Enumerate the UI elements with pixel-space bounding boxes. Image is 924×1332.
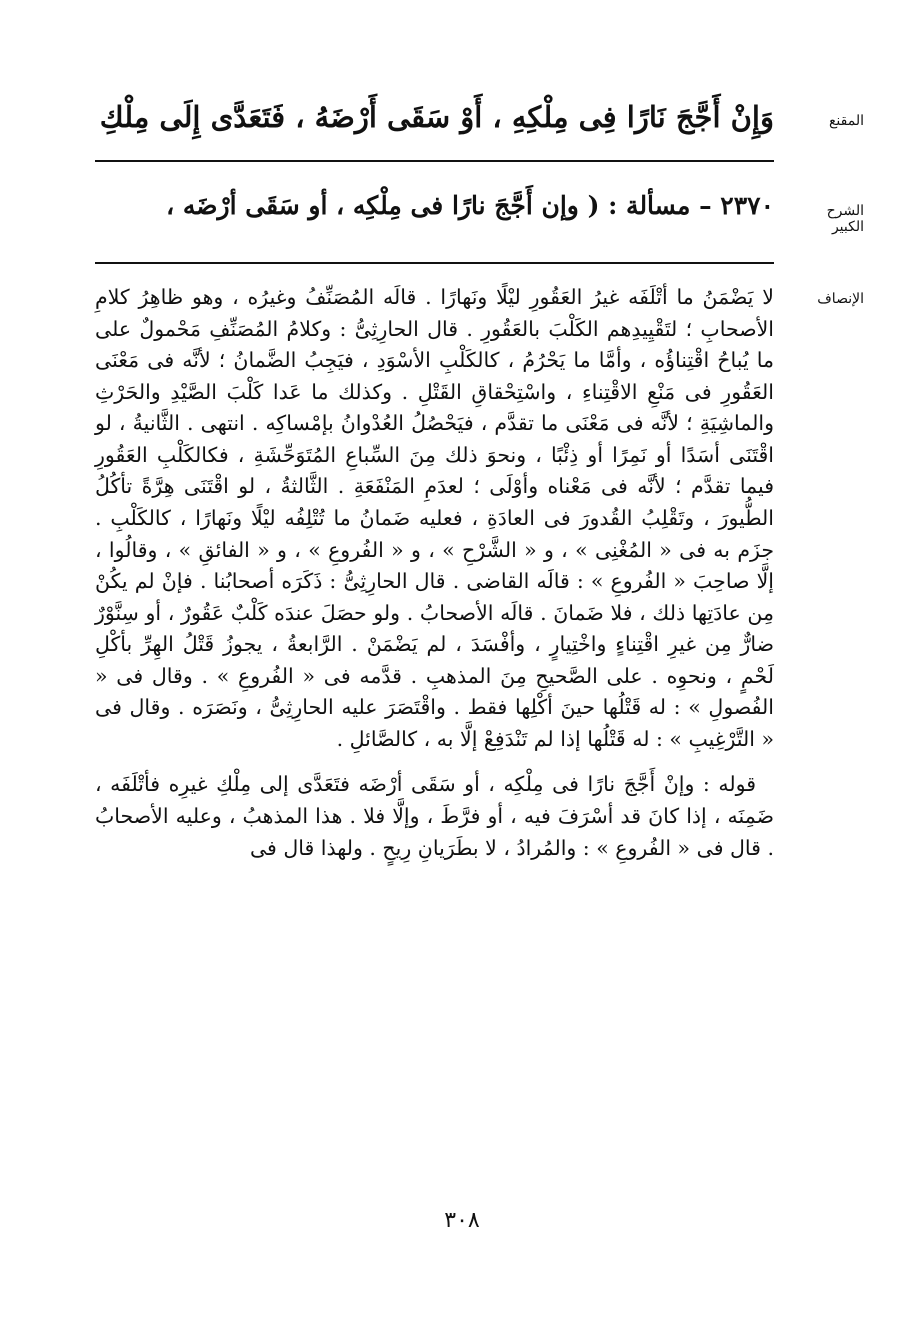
muqni-text: وَإِنْ أَجَّجَ نَارًا فِى مِلْكِهِ ، أَوْ سَقَى أَرْضَهُ ، فَتَعَدَّى إِلَى مِلْكِ [99,100,774,134]
insaf-body [95,282,774,864]
sharh-label: الشرح الكبير [826,203,864,235]
sharh-divider [95,262,774,264]
muqni-divider [95,160,774,162]
page-number: ٣٠٨ [444,1208,480,1233]
insaf-paragraph-2: قوله : وإنْ أَجَّجَ نارًا فى مِلْكِه ، أو سَقَى أرْضَه فتَعَدَّى إلى مِلْكِ غيرِه فأتْلَفَه ، ضَمِنَه ، إذا كانَ قد أسْرَفَ فيه ، أو فرَّطَ ، وإلَّا فلا . هذا المذهبُ ، وعليه الأصحابُ . قال فى « الفُروعِ » : والمُرادُ ، لا بطَرَيانِ رِيحٍ . ولهذا قال فى [95,772,774,860]
sharh-text: ٢٣٧٠ – مسألة : ( وإن أَجَّجَ نارًا فى مِلْكِه ، أو سَقَى أرْضَه ، [166,191,774,220]
insaf-paragraph-1: لا يَضْمَنُ ما أتْلَفَه غيرُ العَقُورِ ليْلًا ونَهارًا . قالَه المُصَنِّفُ وغيرُه ، وهو ظاهِرُ كلامِ الأصحابِ ؛ لتَقْيِيدِهم الكَلْبَ بالعَقُورِ . قال الحارِثِىُّ : وكلامُ المُصَنِّفِ مَحْمولٌ على ما يُباحُ اقْتِناؤُه ، وأمَّا ما يَحْرُمُ ، كالكَلْبِ الأسْوَدِ ، فيَجِبُ الضَّمانُ ؛ لأنَّه فى مَعْنَى العَقُورِ فى مَنْعِ الاقْتِناءِ ، واسْتِحْقاقِ القَتْلِ . وكذلك ما عَدا كَلْبَ الصَّيْدِ والحَرْثِ والماشِيَةِ ؛ لأنَّه فى مَعْنَى ما تقدَّم ، فيَحْصُلُ العُدْوانُ بإمْساكِه . انتهى . الثَّانيةُ ، لو اقْتَنَى أسَدًا أو نَمِرًا أو ذِئْبًا ، ونحوَ ذلك مِنَ السِّباعِ المُتَوَحِّشَةِ ، فكالكَلْبِ العَقُورِ فيما تقدَّم ؛ لأنَّه فى مَعْناه وأوْلَى ؛ لعدَمِ المَنْفَعَةِ . الثَّالثةُ ، لو اقْتَنَى هِرَّةً تأكُلُ الطُّيورَ ، وتَقْلِبُ القُدورَ فى العادَةِ ، فعليه ضَمانُ ما تُتْلِفُه ليْلًا ونَهارًا ، كالكَلْبِ . جزَم به فى « المُغْنِى » ، و « الشَّرْحِ » ، و « الفُروعِ » ، و « الفائقِ » ، وقالُوا ، إلَّا صاحِبَ « الفُروعِ » : قالَه القاضى . قال الحارِثِىُّ : ذَكَرَه أصحابُنا . فإنْ لم يكُنْ مِن عادَتِها ذلك ، فلا ضَمانَ . قالَه الأصحابُ . ولو حصَلَ عندَه كَلْبٌ عَقُورٌ ، أو سِنَّوْرٌ ضارٌّ مِن غيرِ اقْتِناءٍ واخْتِيارٍ ، وأفْسَدَ ، لم يَضْمَنْ . الرَّابعةُ ، يجوزُ قَتْلُ الهِرِّ بأكْلِ لَحْمٍ ، ونحوِه . على الصَّحيحِ مِنَ المذهبِ . قدَّمه فى « الفُروعِ » . وقال فى « الفُصولِ » : له قَتْلُها حينَ أكْلِها فقط . واقْتَصَرَ عليه الحارِثِىُّ ، ونَصَرَه . وقال فى « التَّرْغِيبِ » : له قَتْلُها إذا لم تَنْدَفِعْ إلَّا به ، كالصَّائلِ . [95,285,774,751]
muqni-label: المقنع [828,113,864,129]
insaf-label: الإنصاف [817,291,864,307]
